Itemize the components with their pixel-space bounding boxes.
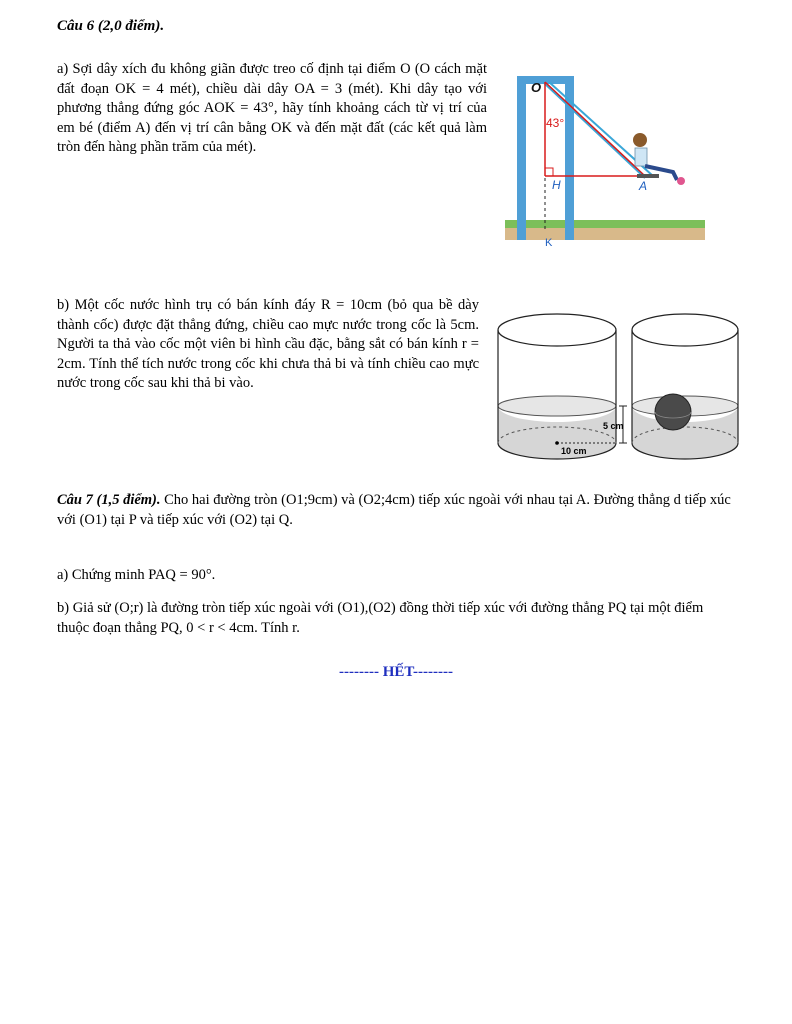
question-7a: a) Chứng minh PAQ = 90°. bbox=[57, 567, 216, 583]
question-7-intro bbox=[57, 490, 737, 530]
end-marker: -------- HẾT-------- bbox=[339, 664, 453, 680]
label-angle: 43° bbox=[546, 116, 565, 130]
question-6b-text: b) Một cốc nước hình trụ có bán kính đáy R = 10cm (bỏ qua bề dày thành cốc) được đặt thẳng đứng, chiều cao mực nước trong cốc là 5cm. Người ta thả vào cốc một viên bi hình cầu đặc, bằng sắt có bán kính r = 2cm. Tính thể tích nước trong cốc khi chưa thả bi và tính chiều cao mực nước trong cốc sau khi thả bi vào. bbox=[57, 297, 479, 391]
label-height: 5 cm bbox=[603, 421, 624, 431]
swing-figure bbox=[505, 68, 705, 248]
label-O: O bbox=[531, 80, 542, 95]
label-A: A bbox=[639, 179, 648, 193]
question-7-title: Câu 7 (1,5 điểm). bbox=[57, 492, 161, 508]
cylinders-figure bbox=[495, 305, 745, 460]
question-6-title: Câu 6 (2,0 điểm). bbox=[57, 18, 165, 34]
question-6a-text: a) Sợi dây xích đu không giãn được treo cố định tại điểm O (O cách mặt đất đoạn OK = 4 mét), chiều dài dây OA = 3 (mét). Khi dây tạo với phương thẳng đứng góc AOK = 43°, hãy tính khoảng cách từ vị trí của em bé (điểm A) đến vị trí cân bằng OK và đến mặt đất (các kết quả làm tròn đến hàng phần trăm của mét). bbox=[57, 61, 487, 155]
question-7b: b) Giả sử (O;r) là đường tròn tiếp xúc ngoài với (O1),(O2) đồng thời tiếp xúc với đường thẳng PQ tại một điểm thuộc đoạn thẳng PQ, 0 < r < 4cm. Tính r. bbox=[57, 600, 704, 636]
label-radius: 10 cm bbox=[561, 446, 587, 456]
label-K: K bbox=[545, 237, 553, 248]
label-H: H bbox=[552, 178, 561, 192]
question-7-intro-text: Cho hai đường tròn (O1;9cm) và (O2;4cm) tiếp xúc ngoài với nhau tại A. Đường thẳng d tiếp xúc với (O1) tại P và tiếp xúc với (O2) tại Q. bbox=[57, 492, 731, 528]
